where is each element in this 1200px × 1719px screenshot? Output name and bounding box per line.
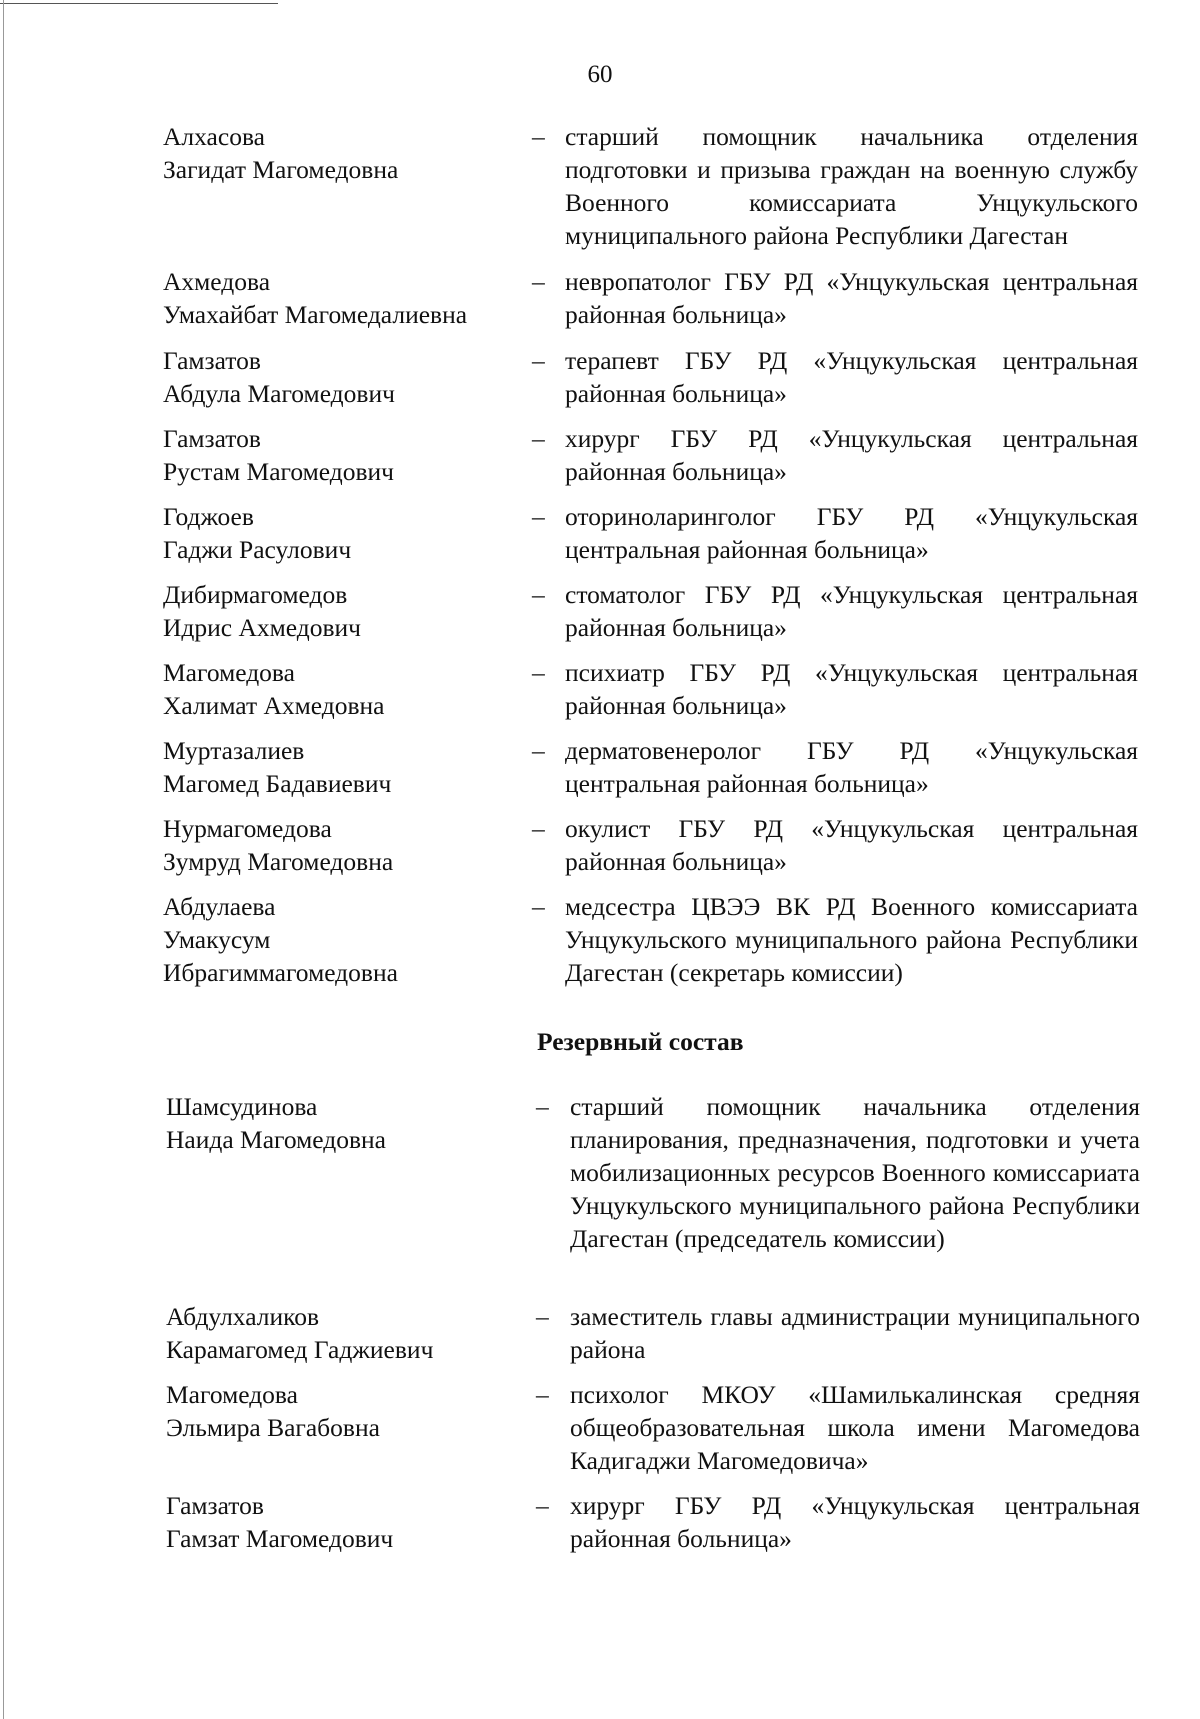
member-surname: Муртазалиев (163, 736, 305, 765)
member-role: стоматолог ГБУ РД «Унцукульская центральная районная больница» (565, 580, 1138, 642)
reserve-section-heading: Резервный состав (537, 1027, 744, 1056)
dash-separator: – (532, 122, 545, 151)
member-name (163, 500, 523, 566)
member-role: старший помощник начальника отделения подготовки и призыва граждан на военную службу Военного комиссариата Унцукульского муниципального района Республики Дагестан (565, 122, 1138, 250)
member-role: дерматовенеролог ГБУ РД «Унцукульская центральная районная больница» (565, 736, 1138, 798)
member-surname: Магомедова (163, 658, 295, 687)
member-name (163, 265, 523, 331)
member-name (163, 656, 523, 722)
dash-separator: – (536, 1491, 549, 1520)
member-surname: Абдулаева (163, 892, 276, 921)
member-surname: Шамсудинова (166, 1092, 318, 1121)
member-given-names: Гаджи Расулович (163, 535, 352, 564)
dash-separator: – (532, 658, 545, 687)
member-role: хирург ГБУ РД «Унцукульская центральная районная больница» (570, 1491, 1140, 1553)
member-role: хирург ГБУ РД «Унцукульская центральная районная больница» (565, 424, 1138, 486)
member-role: окулист ГБУ РД «Унцукульская центральная районная больница» (565, 814, 1138, 876)
member-name (163, 734, 523, 800)
member-surname: Гамзатов (166, 1491, 264, 1520)
member-given-names: Эльмира Вагабовна (166, 1413, 380, 1442)
member-name (163, 120, 523, 186)
member-name (166, 1489, 526, 1555)
member-role: старший помощник начальника отделения планирования, предназначения, подготовки и учета мобилизационных ресурсов Военного комиссариата Унцукульского муниципального района Республики Дагестан (председатель комиссии) (570, 1092, 1140, 1253)
member-given-names: Умахайбат Магомедалиевна (163, 300, 468, 329)
member-role: терапевт ГБУ РД «Унцукульская центральная районная больница» (565, 346, 1138, 408)
dash-separator: – (532, 502, 545, 531)
member-surname: Алхасова (163, 122, 265, 151)
member-given-names: Абдула Магомедович (163, 379, 395, 408)
member-role: заместитель главы администрации муниципального района (570, 1302, 1140, 1364)
member-given-names: Умакусум (163, 925, 271, 954)
member-given-names: Карамагомед Гаджиевич (166, 1335, 434, 1364)
dash-separator: – (536, 1092, 549, 1121)
member-surname: Абдулхаликов (166, 1302, 319, 1331)
member-surname: Дибирмагомедов (163, 580, 348, 609)
dash-separator: – (532, 892, 545, 921)
member-name (163, 344, 523, 410)
member-surname: Нурмагомедова (163, 814, 332, 843)
member-role: невропатолог ГБУ РД «Унцукульская центральная районная больница» (565, 267, 1138, 329)
member-given-names: Загидат Магомедовна (163, 155, 399, 184)
member-name (166, 1378, 526, 1444)
member-given-names: Рустам Магомедович (163, 457, 394, 486)
member-name (163, 890, 523, 989)
member-given-names: Идрис Ахмедович (163, 613, 361, 642)
member-surname: Ахмедова (163, 267, 271, 296)
member-surname: Гамзатов (163, 346, 261, 375)
member-given-names: Наида Магомедовна (166, 1125, 386, 1154)
dash-separator: – (532, 346, 545, 375)
dash-separator: – (532, 424, 545, 453)
member-name (166, 1090, 526, 1156)
member-given-names: Магомед Бадавиевич (163, 769, 392, 798)
member-surname: Гамзатов (163, 424, 261, 453)
dash-separator: – (536, 1380, 549, 1409)
member-role: медсестра ЦВЭЭ ВК РД Военного комиссариата Унцукульского муниципального района Республики Дагестан (секретарь комиссии) (565, 892, 1138, 987)
scan-left-edge (3, 0, 4, 1719)
page-number: 60 (587, 61, 613, 88)
dash-separator: – (532, 267, 545, 296)
member-patronymic: Ибрагиммагомедовна (163, 958, 398, 987)
dash-separator: – (536, 1302, 549, 1331)
member-given-names: Зумруд Магомедовна (163, 847, 394, 876)
dash-separator: – (532, 736, 545, 765)
member-name (163, 812, 523, 878)
scan-top-rule (0, 3, 278, 4)
dash-separator: – (532, 814, 545, 843)
member-name (163, 578, 523, 644)
member-given-names: Халимат Ахмедовна (163, 691, 385, 720)
member-name (163, 422, 523, 488)
member-surname: Годжоев (163, 502, 254, 531)
member-given-names: Гамзат Магомедович (166, 1524, 394, 1553)
member-surname: Магомедова (166, 1380, 298, 1409)
member-name (166, 1300, 526, 1366)
dash-separator: – (532, 580, 545, 609)
member-role: психиатр ГБУ РД «Унцукульская центральная районная больница» (565, 658, 1138, 720)
member-role: психолог МКОУ «Шамилькалинская средняя общеобразовательная школа имени Магомедова Кадигаджи Магомедовича» (570, 1380, 1140, 1475)
member-role: оториноларинголог ГБУ РД «Унцукульская центральная районная больница» (565, 502, 1138, 564)
